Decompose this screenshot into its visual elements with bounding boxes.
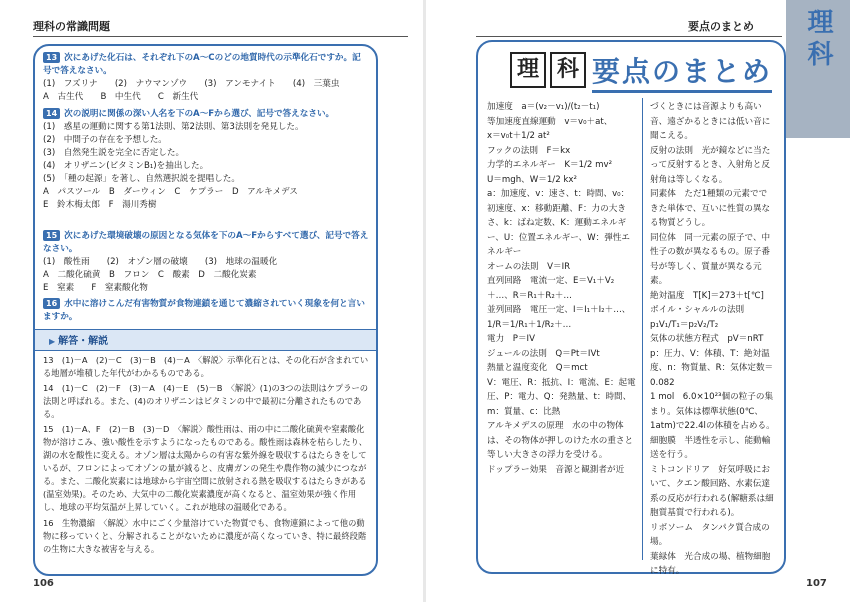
question-number: 15 <box>43 230 60 241</box>
summary-item: づくときには音源よりも高い音、遠ざかるときには低い音に聞こえる。 <box>650 102 771 141</box>
summary-item: 並列回路 電圧一定、I＝I₁＋I₂＋…、1/R＝1/R₁＋1/R₂＋… <box>487 305 631 330</box>
right-running-header: 要点のまとめ <box>688 20 754 33</box>
summary-item: 力学的エネルギー K＝1/2 mv² <box>487 160 613 170</box>
subject-side-tab <box>786 0 850 138</box>
summary-item: 気体の状態方程式 pV＝nRT <box>650 334 764 344</box>
question-option-line: A 二酸化硫黄 B フロン C 酸素 D 二酸化炭素 <box>43 270 257 280</box>
answer-14: 14 (1)－C (2)－F (3)－A (4)－E (5)－B 〈解説〉(1)の3つの法則はケプラーの法則と呼ばれる。また、(4)のオリザニンはビタミンの中で最初に分離されたものである。 <box>43 383 369 419</box>
summary-item: 加速度 a＝(v₂－v₁)/(t₂－t₁) <box>487 102 600 112</box>
summary-item: x＝v₀t＋1/2 at² <box>487 131 550 141</box>
summary-item: 反射の法則 光が鏡などに当たって反射するとき、入射角と反射角は等しくなる。 <box>650 145 771 185</box>
summary-item: U＝mgh、W＝1/2 kx² <box>487 174 577 185</box>
summary-item: リボソーム タンパク質合成の場。 <box>650 522 770 547</box>
summary-item: ドップラー効果 音源と観測者が近 <box>487 464 625 475</box>
right-header-rule <box>476 36 782 37</box>
summary-item: 等加速度直線運動 v＝v₀＋at、 <box>487 116 613 127</box>
summary-item: 細胞膜 半透性を示し、能動輸送を行う。 <box>650 435 771 460</box>
summary-column-left <box>487 100 637 477</box>
question-14 <box>43 108 369 212</box>
summary-item: p₁V₁/T₁＝p₂V₂/T₂ <box>650 319 719 330</box>
summary-item: 電力 P＝IV <box>487 334 535 344</box>
title-box-ri: 理 <box>510 52 546 88</box>
summary-item: 絶対温度 T[K]＝273＋t[℃] <box>650 290 764 301</box>
question-option-line: (4) オリザニン(ビタミンB₁)を抽出した。 <box>43 161 209 171</box>
question-number: 13 <box>43 52 60 63</box>
question-option-line: (2) 中間子の存在を予想した。 <box>43 135 167 145</box>
right-page-number: 107 <box>806 578 827 589</box>
question-13 <box>43 52 369 104</box>
answer-16: 16 生物濃縮 〈解説〉水中にごく少量溶けていた物質でも、食物連鎖によって他の動物に移っていくと、分解されることがないために濃度が高くなっていき、特に最終段階の生物に大きな被害を与える。 <box>43 518 367 554</box>
left-page-number: 106 <box>33 578 54 589</box>
subject-side-tab-label: 理科 <box>803 8 833 72</box>
summary-item: V：電圧、R：抵抗、I：電流、E：起電圧、P：電力、Q：発熱量、t：時間、m：質量、c：比熱 <box>487 377 636 417</box>
summary-item: 直列回路 電流一定、E＝V₁＋V₂＋…、R＝R₁＋R₂＋… <box>487 276 615 301</box>
summary-column-right <box>650 100 775 579</box>
question-stem: 次の説明に関係の深い人名を下のA～Fから選び、記号で答えなさい。 <box>64 109 335 119</box>
page-gutter <box>423 0 426 602</box>
question-option-line: (5) 「種の起源」を著し、自然選択説を提唱した。 <box>43 174 240 184</box>
question-number: 14 <box>43 108 60 119</box>
summary-item: ミトコンドリア 好気呼吸において、クエン酸回路、水素伝達系の反応が行われる(解糖系は細胞質基質で行われる)。 <box>650 464 774 518</box>
question-option-line: A 古生代 B 中生代 C 新生代 <box>43 92 199 102</box>
column-divider <box>642 98 643 560</box>
summary-item: 1 mol 6.0×10²³個の粒子の集まり。気体は標準状態(0℃、1atm)で22.4lの体積を占める。 <box>650 392 775 431</box>
question-15 <box>43 230 369 295</box>
question-option-line: E 鈴木梅太郎 F 湯川秀樹 <box>43 200 157 210</box>
questions-panel <box>33 44 378 576</box>
summary-item: 同位体 同一元素の原子で、中性子の数が異なるもの。原子番号が等しく、質量が異なる元素。 <box>650 232 771 286</box>
title-box-ka: 科 <box>550 52 586 88</box>
answer-13: 13 (1)－A (2)－C (3)－B (4)－A 〈解説〉示準化石とは、その化石が含まれている地層が堆積した年代がわかるものである。 <box>43 355 369 378</box>
question-stem: 次にあげた環境破壊の原因となる気体を下のA～Fからすべて選び、記号で答えなさい。 <box>43 231 369 254</box>
answer-section-label: ▶ 解答・解説 <box>49 332 108 347</box>
question-option-line: (1) 惑星の運動に関する第1法則、第2法則、第3法則を発見した。 <box>43 122 304 132</box>
summary-item: ボイル・シャルルの法則 <box>650 305 745 315</box>
question-option-line: (3) 自然発生説を完全に否定した。 <box>43 148 185 158</box>
question-stem: 水中に溶けこんだ有害物質が食物連鎖を通じて濃縮されていく現象を何と言いますか。 <box>43 299 365 322</box>
summary-item: ジュールの法則 Q＝Pt＝IVt <box>487 348 600 359</box>
summary-item: オームの法則 V＝IR <box>487 261 571 272</box>
question-option-line: (1) 酸性雨 (2) オゾン層の破壊 (3) 地球の温暖化 <box>43 257 278 267</box>
answer-15: 15 (1)－A、F (2)－B (3)－D 〈解説〉酸性雨は、雨の中に二酸化硫黄や窒素酸化物が溶けこみ、強い酸性を示すようになったものである。酸性雨は森林を枯らしたり、湖の水を酸性に変える。オゾン層は太陽からの有害な紫外線を吸収するはたらきをしているが、フロンによってオゾンの量が減ると、皮膚ガンの発生や農作物の減少につながる。また、二酸化炭素には地球から宇宙空間に放射される熱を吸収するはたらきがある(温室効果)。そのため、大気中の二酸化炭素濃度が高くなると、温室効果が強く作用し、地球の平均気温が上昇していく。これが地球の温暖化である。 <box>43 424 368 512</box>
question-16 <box>43 298 369 324</box>
summary-item: p：圧力、V：体積、T：絶対温度、n：物質量、R：気体定数＝0.082 <box>650 348 774 388</box>
title-subtitle: 要点のまとめ <box>592 50 772 93</box>
question-option-line: E 窒素 F 窒素酸化物 <box>43 283 148 293</box>
summary-item: 同素体 ただ1種類の元素でできた単体で、互いに性質の異なる物質どうし。 <box>650 189 771 228</box>
question-option-line: A パスツール B ダーウィン C ケプラー D アルキメデス <box>43 187 298 197</box>
question-option-line: (1) フズリナ (2) ナウマンゾウ (3) アンモナイト (4) 三葉虫 <box>43 79 340 89</box>
summary-item: 葉緑体 光合成の場、植物細胞に特有。 <box>650 551 771 576</box>
summary-item: アルキメデスの原理 水の中の物体は、その物体が押しのけた水の重さと等しい大きさの浮力を受ける。 <box>487 421 634 460</box>
question-number: 16 <box>43 298 60 309</box>
question-stem: 次にあげた化石は、それぞれ下のA～Cのどの地質時代の示準化石ですか。記号で答えなさい。 <box>43 53 361 76</box>
answer-section-band <box>35 329 376 351</box>
summary-item: a：加速度、v：速さ、t：時間、v₀：初速度、x：移動距離、F：力の大きさ、k：ばね定数、K：運動エネルギー、U：位置エネルギー、W：弾性エネルギー <box>487 189 631 257</box>
summary-item: 熱量と温度変化 Q＝mct <box>487 363 588 373</box>
summary-item: フックの法則 F＝kx <box>487 145 571 156</box>
left-running-header: 理科の常識問題 <box>33 20 110 33</box>
left-header-rule <box>33 36 408 37</box>
